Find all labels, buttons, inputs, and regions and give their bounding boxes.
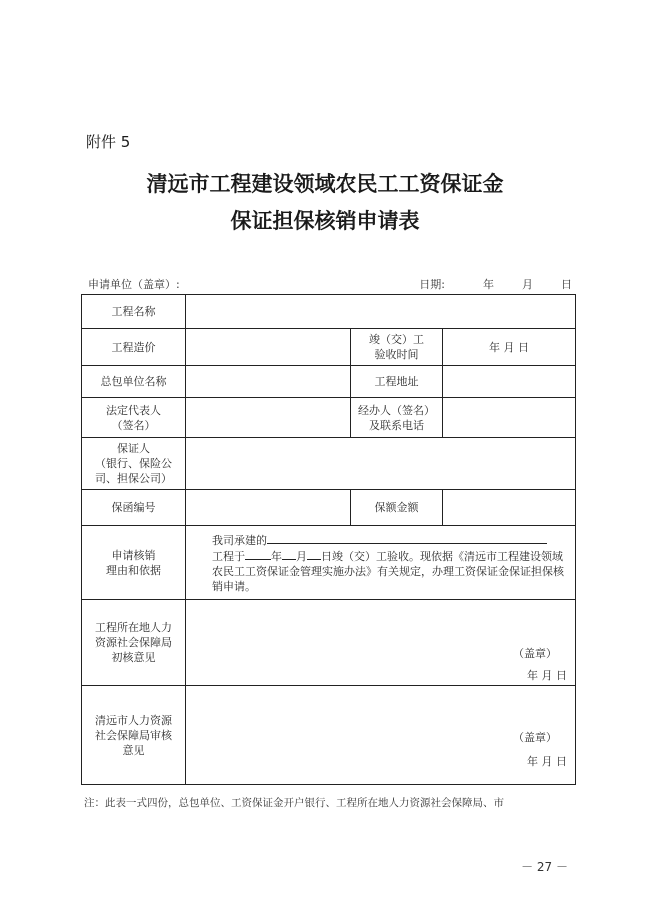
reason-label (82, 526, 186, 600)
handler-label (351, 398, 443, 438)
page-number: － 27 － (521, 860, 568, 874)
completion-time-label-line1: 竣（交）工 (369, 333, 424, 346)
city-hrss-label-line1: 清远市人力资源 (95, 713, 172, 727)
handler-label-line2: 及联系电话 (369, 418, 424, 432)
row-city-hrss (82, 686, 576, 785)
legal-rep-label-line2: （签名） (111, 418, 156, 432)
month-blank[interactable] (282, 548, 296, 560)
reason-field[interactable] (186, 526, 576, 600)
local-seal-label: （盖章） (513, 647, 558, 660)
row-contractor (82, 366, 576, 398)
guarantor-label-line2: （银行、保险公 (95, 457, 172, 470)
row-reason (82, 526, 576, 600)
city-opinion-date: 年 月 日 (527, 755, 568, 768)
local-hrss-label-line1: 工程所在地人力 (95, 621, 172, 634)
city-hrss-label (82, 686, 186, 785)
row-legal-rep (82, 398, 576, 438)
reason-text-e: 日竣（交）工验收。现依据《清远市工程建设领域农民工工资保证金管理实施办法》有关规定，办理工资保证金保证担保核销申请。 (212, 549, 564, 593)
project-address-field[interactable] (443, 366, 576, 398)
local-opinion-date: 年 月 日 (527, 669, 568, 682)
handler-label-line1: 经办人（签名） (358, 403, 435, 417)
date-year: 年 (483, 278, 494, 291)
date-day: 日 (561, 278, 572, 291)
application-form-table (81, 294, 576, 785)
reason-text-c: 年 (271, 549, 282, 563)
project-address-label: 工程地址 (351, 366, 443, 398)
completion-time-label (351, 329, 443, 366)
project-cost-label: 工程造价 (82, 329, 186, 366)
city-hrss-label-line2: 社会保障局审核 (95, 728, 172, 742)
guarantee-amount-field[interactable] (443, 490, 576, 526)
reason-text-b: 工程于 (212, 549, 245, 563)
general-contractor-field[interactable] (186, 366, 351, 398)
city-hrss-opinion-field[interactable] (186, 686, 576, 785)
year-blank[interactable] (245, 548, 271, 560)
row-guarantor (82, 438, 576, 490)
guarantor-label-line1: 保证人 (117, 442, 150, 455)
guarantor-field[interactable] (186, 438, 576, 490)
local-hrss-label (82, 600, 186, 686)
local-hrss-label-line3: 初核意见 (111, 651, 156, 664)
date-month: 月 (522, 278, 533, 291)
local-hrss-label-line2: 资源社会保障局 (95, 636, 172, 649)
general-contractor-label: 总包单位名称 (82, 366, 186, 398)
row-project-name (82, 295, 576, 329)
applicant-label: 申请单位（盖章）: (88, 278, 180, 291)
row-local-hrss (82, 600, 576, 686)
legal-rep-field[interactable] (186, 398, 351, 438)
guarantee-amount-label: 保额金额 (351, 490, 443, 526)
date-label: 日期: (419, 278, 445, 291)
completion-time-label-line2: 验收时间 (374, 348, 419, 361)
footnote: 注：此表一式四份，总包单位、工资保证金开户银行、工程所在地人力资源社会保障局、市 (84, 797, 504, 809)
row-project-cost (82, 329, 576, 366)
completion-date-field[interactable]: 年 月 日 (443, 329, 576, 366)
city-seal-label: （盖章） (513, 731, 558, 744)
reason-label-line1: 申请核销 (111, 548, 156, 562)
handler-field[interactable] (443, 398, 576, 438)
form-title-line1: 清远市工程建设领域农民工工资保证金 (146, 171, 504, 196)
reason-text-a: 我司承建的 (212, 533, 267, 547)
guarantee-no-label: 保函编号 (82, 490, 186, 526)
guarantee-no-field[interactable] (186, 490, 351, 526)
guarantor-label-line3: 司、担保公司） (95, 472, 172, 485)
header-date (419, 276, 572, 292)
project-name-label: 工程名称 (82, 295, 186, 329)
reason-label-line2: 理由和依据 (106, 563, 161, 577)
guarantor-label (82, 438, 186, 490)
city-hrss-label-line3: 意见 (122, 743, 145, 757)
row-guarantee (82, 490, 576, 526)
project-cost-field[interactable] (186, 329, 351, 366)
project-blank[interactable] (267, 532, 547, 544)
local-hrss-opinion-field[interactable] (186, 600, 576, 686)
reason-text-d: 月 (296, 549, 307, 563)
legal-rep-label (82, 398, 186, 438)
form-title-line2: 保证担保核销申请表 (230, 208, 420, 233)
project-name-field[interactable] (186, 295, 576, 329)
annex-label: 附件 5 (86, 133, 131, 151)
legal-rep-label-line1: 法定代表人 (106, 403, 161, 417)
day-blank[interactable] (307, 548, 321, 560)
